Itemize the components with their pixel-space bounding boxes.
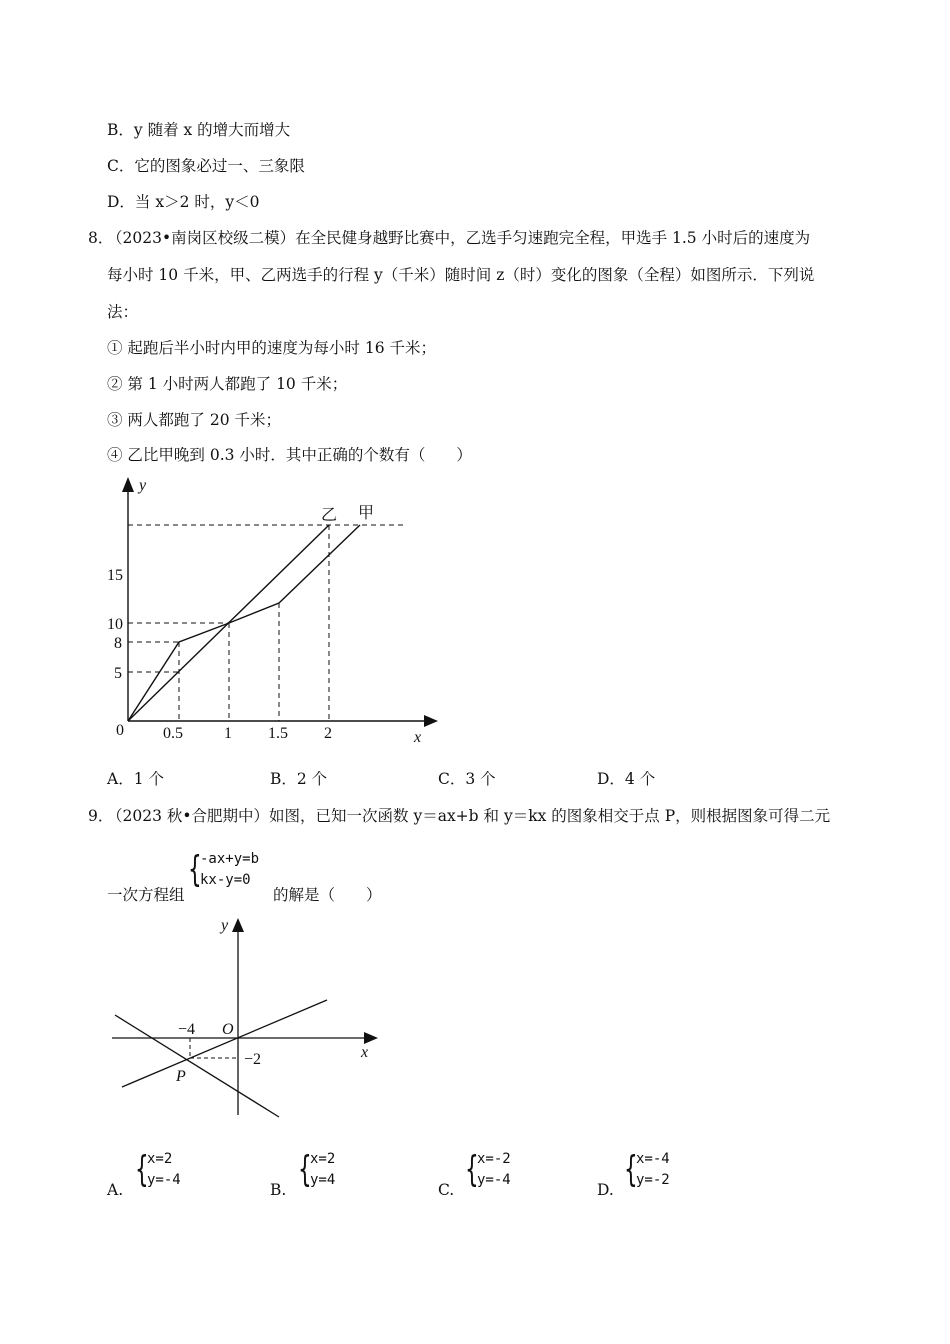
q9-intersection-figure [0, 900, 950, 1130]
q9-option-b [270, 1150, 390, 1200]
q9-option-c-system [465, 1150, 555, 1196]
q9-option-d [597, 1150, 717, 1200]
q8-statement-4: ④ 乙比甲晚到 0.3 小时．其中正确的个数有（ ） [107, 446, 472, 464]
q9-system-row1: -ax+y=b [200, 851, 260, 867]
q8-statement-2: ② 第 1 小时两人都跑了 10 千米； [107, 375, 348, 393]
q7-option-b: B．y 随着 x 的增大而增大 [107, 121, 291, 139]
q9-option-d-row2: y=-2 [636, 1172, 670, 1188]
q8-x-axis-label: x [414, 729, 422, 746]
q9-option-b-system [298, 1150, 388, 1196]
q9-stem-line2-suffix: 的解是（ ） [273, 886, 382, 904]
q9-option-b-brace: { [298, 1149, 312, 1190]
q9-option-a-system [135, 1150, 225, 1196]
q8-x-tick-2: 2 [324, 725, 332, 742]
q9-y-mark: −2 [244, 1051, 262, 1068]
q9-x-axis-arrow [364, 1032, 378, 1044]
q8-x-tick-05: 0.5 [163, 725, 183, 742]
q8-stem-line1: （2023•南岗区校级二模）在全民健身越野比赛中，乙选手匀速跑完全程，甲选手 1.5 小时后的速度为 [107, 229, 811, 247]
q8-number: 8． [88, 229, 114, 247]
q9-option-b-row1: x=2 [310, 1151, 336, 1167]
q9-option-c-row2: y=-4 [477, 1172, 511, 1188]
q9-option-c-letter: C. [438, 1181, 455, 1199]
q9-y-axis-label: y [221, 917, 229, 934]
q8-y-tick-15: 15 [107, 567, 123, 584]
q8-stem-line2: 每小时 10 千米，甲、乙两选手的行程 y（千米）随时间 z（时）变化的图象（全程）如图所示．下列说 [107, 266, 815, 284]
q8-y-axis-label: y [139, 477, 147, 494]
q8-x-tick-1: 1 [224, 725, 232, 742]
q9-option-b-letter: B. [270, 1181, 287, 1199]
q9-equation-system [188, 850, 278, 896]
q9-y-axis-arrow [232, 918, 244, 932]
q8-y-tick-8: 8 [114, 635, 122, 652]
q9-x-mark: −4 [178, 1021, 196, 1038]
q8-series-jia [128, 525, 360, 721]
q8-label-jia: 甲 [358, 505, 375, 522]
q8-stem-line3: 法： [107, 303, 139, 321]
q9-stem-line1: （2023 秋•合肥期中）如图，已知一次函数 y＝ax+b 和 y＝kx 的图象相交于点 P，则根据图象可得二元 [107, 807, 831, 825]
q9-option-d-system [624, 1150, 714, 1196]
q8-origin-label: 0 [116, 722, 124, 739]
q8-option-c: C．3 个 [438, 770, 496, 788]
q9-x-axis-label: x [361, 1044, 369, 1061]
q9-option-a [107, 1150, 227, 1200]
q8-x-tick-15: 1.5 [268, 725, 288, 742]
q9-option-c-row1: x=-2 [477, 1151, 511, 1167]
q9-option-c-brace: { [465, 1149, 479, 1190]
q9-option-d-row1: x=-4 [636, 1151, 670, 1167]
q9-option-d-letter: D. [597, 1181, 614, 1199]
q8-statement-1: ① 起跑后半小时内甲的速度为每小时 16 千米； [107, 339, 437, 357]
q8-label-yi: 乙 [321, 507, 338, 524]
q8-option-b: B．2 个 [270, 770, 328, 788]
q8-y-tick-5: 5 [114, 665, 122, 682]
q9-option-a-brace: { [135, 1149, 149, 1190]
q9-option-a-letter: A. [107, 1181, 124, 1199]
q8-option-d: D．4 个 [597, 770, 656, 788]
q8-statement-3: ③ 两人都跑了 20 千米； [107, 411, 282, 429]
q9-system-brace: { [188, 849, 202, 890]
q9-origin-label: O [222, 1021, 234, 1038]
q8-x-axis-arrow [424, 715, 438, 727]
q8-y-axis-arrow [122, 477, 134, 492]
q9-option-a-row2: y=-4 [147, 1172, 181, 1188]
q9-point-label: P [176, 1068, 186, 1085]
q9-system-row2: kx-y=0 [200, 872, 251, 888]
q7-option-d: D．当 x＞2 时，y＜0 [107, 193, 260, 211]
q9-option-b-row2: y=4 [310, 1172, 336, 1188]
q9-option-a-row1: x=2 [147, 1151, 173, 1167]
q9-option-d-brace: { [624, 1149, 638, 1190]
q9-line-kx [122, 1000, 327, 1087]
q8-option-a: A．1 个 [107, 770, 164, 788]
q9-stem-line2-prefix: 一次方程组 [107, 886, 185, 904]
q7-option-c: C．它的图象必过一、三象限 [107, 157, 305, 175]
q9-option-c [438, 1150, 558, 1200]
q9-number: 9． [88, 807, 114, 825]
q8-y-tick-10: 10 [107, 616, 123, 633]
